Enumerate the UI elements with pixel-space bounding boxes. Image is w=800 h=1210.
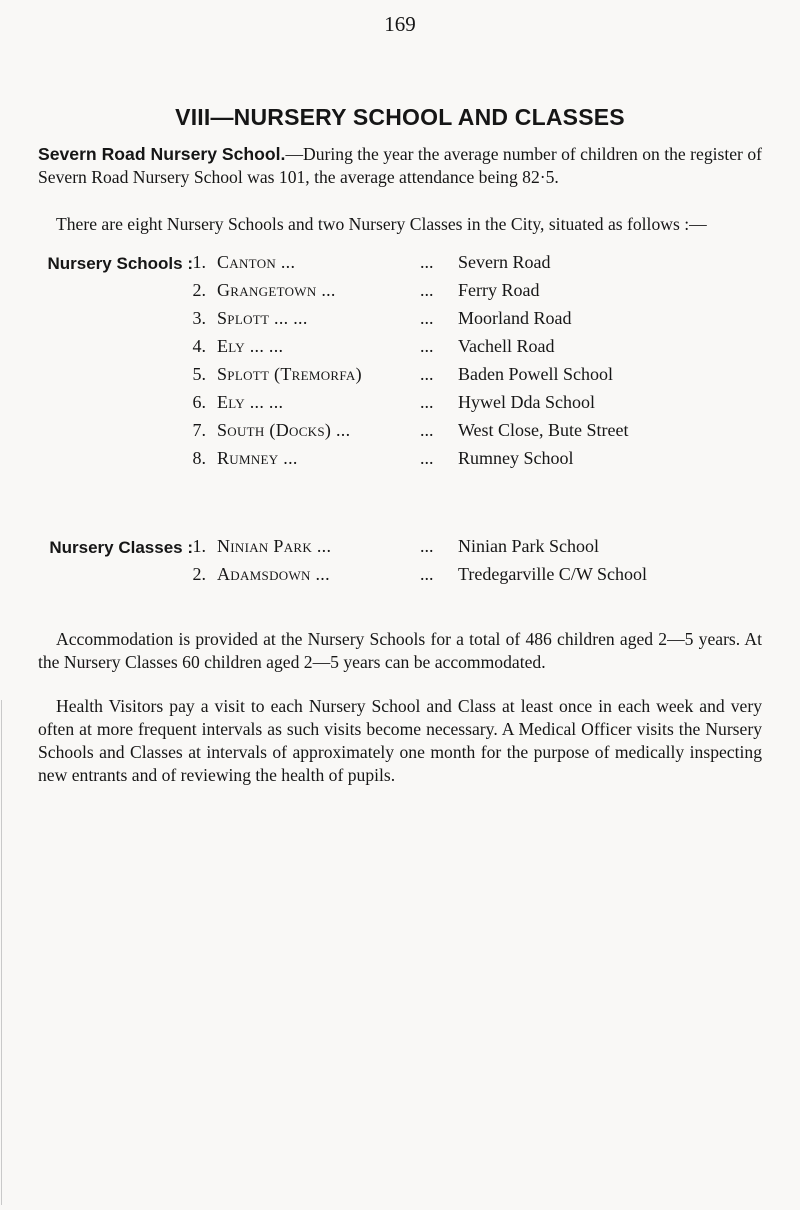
intro-text: —During the year the average number of children on the register of Severn Road Nursery School was 101, the average attendance being 82·5.: [38, 144, 762, 187]
row-district: Grangetown ...: [217, 280, 336, 300]
listing-intro-text: There are eight Nursery Schools and two Nursery Classes in the City, situated as follows :—: [56, 214, 707, 234]
row-dots: ...: [420, 564, 434, 584]
nursery-schools-label: Nursery Schools :: [47, 254, 193, 273]
row-number: 5.: [192, 364, 206, 384]
row-dots: ...: [420, 252, 434, 272]
nursery-school-row: [0, 448, 800, 474]
row-place: West Close, Bute Street: [458, 420, 629, 440]
row-dots: ...: [420, 336, 434, 356]
health-visitors-paragraph: [38, 695, 762, 787]
row-dots: ...: [420, 364, 434, 384]
listing-intro-paragraph: [38, 213, 762, 236]
row-dots: ...: [420, 308, 434, 328]
row-district: Canton ...: [217, 252, 296, 272]
row-district: Adamsdown ...: [217, 564, 330, 584]
health-visitors-text: Health Visitors pay a visit to each Nursery School and Class at least once in each week and very often at more frequent intervals as such visits become necessary. A Medical Officer visits the Nursery Schools and Classes at intervals of approximately one month for the purpose of medically inspecting new entrants and of reviewing the health of pupils.: [38, 696, 762, 785]
row-number: 1.: [192, 536, 206, 556]
row-place: Tredegarville C/W School: [458, 564, 647, 584]
nursery-class-row: [0, 564, 800, 590]
nursery-classes-label: Nursery Classes :: [49, 538, 193, 557]
row-place: Baden Powell School: [458, 364, 613, 384]
scan-margin-line: [1, 700, 2, 1205]
row-dots: ...: [420, 280, 434, 300]
nursery-school-row: [0, 308, 800, 334]
row-district: Splott ... ...: [217, 308, 308, 328]
row-dots: ...: [420, 420, 434, 440]
page-number: 169: [384, 12, 416, 36]
nursery-school-row: [0, 280, 800, 306]
row-district: Rumney ...: [217, 448, 298, 468]
row-district: Ely ... ...: [217, 336, 284, 356]
row-place: Severn Road: [458, 252, 551, 272]
row-place: Moorland Road: [458, 308, 572, 328]
nursery-school-row: [0, 364, 800, 390]
row-place: Hywel Dda School: [458, 392, 595, 412]
nursery-school-row: [0, 336, 800, 362]
row-number: 7.: [192, 420, 206, 440]
row-place: Vachell Road: [458, 336, 555, 356]
accommodation-paragraph: [38, 628, 762, 674]
nursery-class-row: [0, 536, 800, 562]
row-district: South (Docks) ...: [217, 420, 351, 440]
section-title: VIII—NURSERY SCHOOL AND CLASSES: [175, 104, 625, 130]
row-number: 2.: [192, 564, 206, 584]
nursery-school-row: [0, 252, 800, 278]
row-place: Ninian Park School: [458, 536, 599, 556]
row-place: Rumney School: [458, 448, 574, 468]
row-dots: ...: [420, 392, 434, 412]
row-district: Ely ... ...: [217, 392, 284, 412]
row-number: 8.: [192, 448, 206, 468]
nursery-school-row: [0, 392, 800, 418]
intro-paragraph: [38, 143, 762, 189]
row-district: Ninian Park ...: [217, 536, 332, 556]
row-dots: ...: [420, 536, 434, 556]
row-number: 3.: [192, 308, 206, 328]
row-number: 2.: [192, 280, 206, 300]
row-dots: ...: [420, 448, 434, 468]
row-district: Splott (Tremorfa): [217, 364, 362, 384]
row-number: 1.: [192, 252, 206, 272]
accommodation-text: Accommodation is provided at the Nursery Schools for a total of 486 children aged 2—5 years. At the Nursery Classes 60 children aged 2—5 years can be accommodated.: [38, 629, 762, 672]
row-number: 4.: [192, 336, 206, 356]
nursery-school-row: [0, 420, 800, 446]
row-number: 6.: [192, 392, 206, 412]
intro-lead: Severn Road Nursery School.: [38, 144, 286, 164]
row-place: Ferry Road: [458, 280, 540, 300]
